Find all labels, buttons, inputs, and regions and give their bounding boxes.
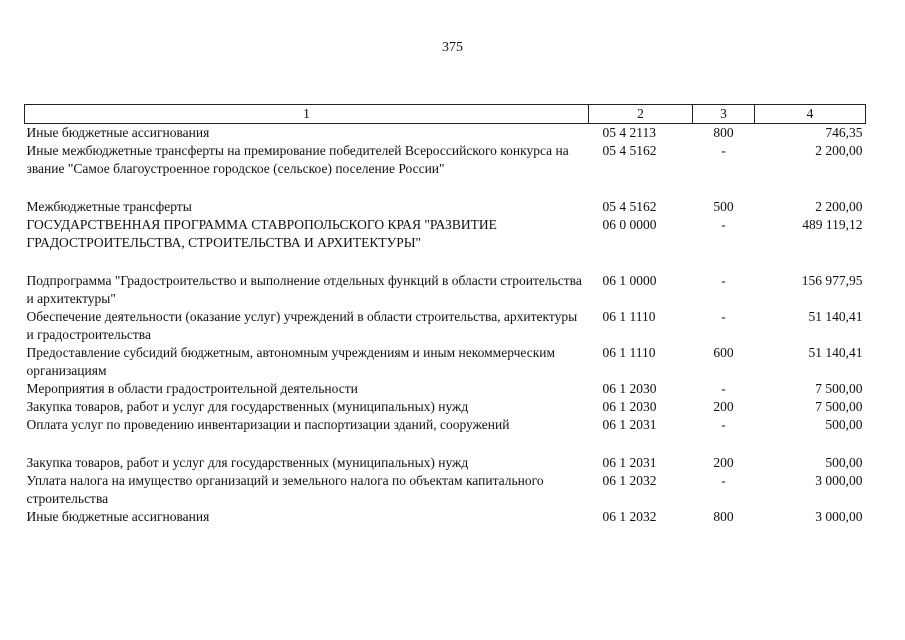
spacer-cell <box>25 434 866 454</box>
table-row <box>25 416 866 434</box>
row-code: 06 1 2030 <box>602 381 657 396</box>
row-expense-type: 800 <box>713 125 734 140</box>
table-row <box>25 216 866 252</box>
table-row <box>25 272 866 308</box>
header-col-2: 2 <box>589 105 693 124</box>
table-row <box>25 198 866 216</box>
table-row <box>25 308 866 344</box>
row-name: Иные межбюджетные трансферты на премирование победителей Всероссийского конкурса на звание "Самое благоустроенное городское (сельское) поселение России" <box>26 143 569 176</box>
row-name: Закупка товаров, работ и услуг для государственных (муниципальных) нужд <box>26 455 469 470</box>
row-code: 06 1 2030 <box>602 399 657 414</box>
row-code: 06 1 1110 <box>602 345 656 360</box>
row-code: 06 1 2032 <box>602 509 657 524</box>
row-code: 05 4 2113 <box>602 125 656 140</box>
row-name: Закупка товаров, работ и услуг для государственных (муниципальных) нужд <box>26 399 469 414</box>
table-row <box>25 124 866 143</box>
row-expense-type: 200 <box>713 455 734 470</box>
row-spacer <box>25 252 866 272</box>
row-expense-type: - <box>721 273 726 288</box>
row-code: 05 4 5162 <box>602 143 657 158</box>
table-header <box>25 105 866 124</box>
row-name: Иные бюджетные ассигнования <box>26 125 210 140</box>
spacer-cell <box>25 252 866 272</box>
row-amount: 2 200,00 <box>815 199 863 214</box>
row-code: 06 1 1110 <box>602 309 656 324</box>
row-expense-type: - <box>721 217 726 232</box>
table-row <box>25 508 866 526</box>
row-amount: 500,00 <box>825 455 863 470</box>
table-row <box>25 472 866 508</box>
row-expense-type: 600 <box>713 345 734 360</box>
table-row <box>25 398 866 416</box>
row-expense-type: 200 <box>713 399 734 414</box>
row-code: 06 1 2031 <box>602 417 657 432</box>
header-col-4: 4 <box>755 105 866 124</box>
budget-table <box>24 104 866 526</box>
row-amount: 3 000,00 <box>815 509 863 524</box>
row-expense-type: - <box>721 309 726 324</box>
row-name: Иные бюджетные ассигнования <box>26 509 210 524</box>
table-row <box>25 380 866 398</box>
row-amount: 489 119,12 <box>802 217 863 232</box>
page-number: 375 <box>442 40 463 55</box>
row-amount: 156 977,95 <box>801 273 863 288</box>
row-expense-type: - <box>721 381 726 396</box>
row-expense-type: - <box>721 143 726 158</box>
table-body <box>25 124 866 527</box>
row-name: Оплата услуг по проведению инвентаризации и паспортизации зданий, сооружений <box>26 417 510 432</box>
row-code: 06 1 2031 <box>602 455 657 470</box>
row-expense-type: 500 <box>713 199 734 214</box>
row-amount: 500,00 <box>825 417 863 432</box>
row-amount: 3 000,00 <box>815 473 863 488</box>
row-code: 06 1 0000 <box>602 273 657 288</box>
row-amount: 746,35 <box>825 125 863 140</box>
row-amount: 2 200,00 <box>815 143 863 158</box>
row-name: Подпрограмма "Градостроительство и выполнение отдельных функций в области строительства и архитектуры" <box>26 273 582 306</box>
row-amount: 7 500,00 <box>815 381 863 396</box>
row-spacer <box>25 178 866 198</box>
header-col-1: 1 <box>25 105 589 124</box>
row-amount: 51 140,41 <box>808 345 863 360</box>
row-name: Мероприятия в области градостроительной деятельности <box>26 381 358 396</box>
row-amount: 7 500,00 <box>815 399 863 414</box>
row-expense-type: 800 <box>713 509 734 524</box>
header-row <box>25 105 866 124</box>
row-code: 05 4 5162 <box>602 199 657 214</box>
table-row <box>25 142 866 178</box>
row-name: Обеспечение деятельности (оказание услуг) учреждений в области строительства, архитектуры и градостроительства <box>26 309 578 342</box>
row-spacer <box>25 434 866 454</box>
row-name: Предоставление субсидий бюджетным, автономным учреждениям и иным некоммерческим организациям <box>26 345 556 378</box>
row-name: Межбюджетные трансферты <box>26 199 192 214</box>
row-code: 06 0 0000 <box>602 217 657 232</box>
row-expense-type: - <box>721 417 726 432</box>
row-expense-type: - <box>721 473 726 488</box>
row-name: ГОСУДАРСТВЕННАЯ ПРОГРАММА СТАВРОПОЛЬСКОГО КРАЯ "РАЗВИТИЕ ГРАДОСТРОИТЕЛЬСТВА, СТРОИТЕЛЬСТВА И АРХИТЕКТУРЫ" <box>26 217 497 250</box>
row-code: 06 1 2032 <box>602 473 657 488</box>
table-row <box>25 344 866 380</box>
row-amount: 51 140,41 <box>808 309 863 324</box>
table-row <box>25 454 866 472</box>
spacer-cell <box>25 178 866 198</box>
header-col-3: 3 <box>693 105 755 124</box>
row-name: Уплата налога на имущество организаций и земельного налога по объектам капитального строительства <box>26 473 544 506</box>
